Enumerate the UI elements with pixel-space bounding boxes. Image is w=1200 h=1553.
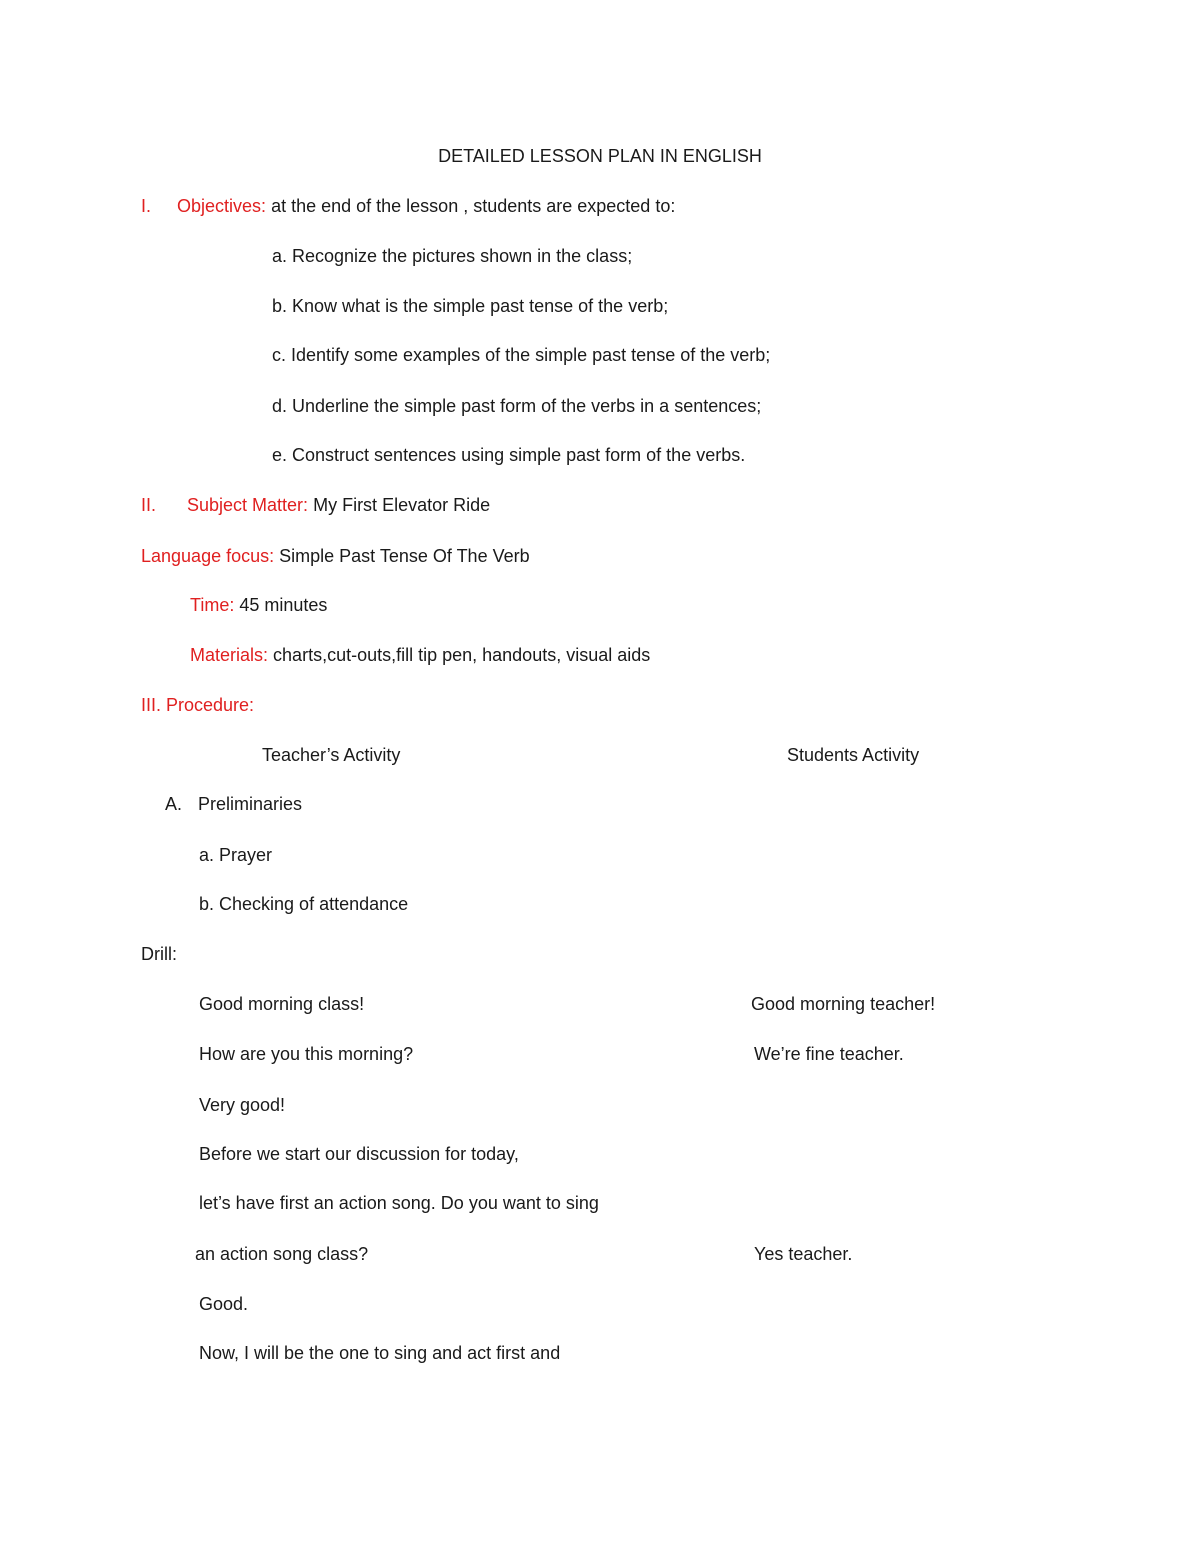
drill-teacher-line: Very good!: [199, 1095, 286, 1115]
teacher-activity-header: Teacher’s Activity: [262, 745, 401, 765]
drill-student-line: Good morning teacher!: [751, 994, 936, 1014]
procedure-heading: III. Procedure:: [141, 695, 255, 715]
drill-student-line: Yes teacher.: [754, 1244, 853, 1264]
language-focus-label: Language focus:: [141, 546, 275, 566]
language-focus-value: Simple Past Tense Of The Verb: [279, 546, 530, 566]
materials-value: charts,cut-outs,fill tip pen, handouts, visual aids: [273, 645, 651, 665]
objective-item-e: e. Construct sentences using simple past form of the verbs.: [272, 445, 746, 465]
preliminaries-label: Preliminaries: [198, 794, 303, 814]
drill-teacher-line: How are you this morning?: [199, 1044, 414, 1064]
language-focus-line: [141, 545, 530, 567]
time-label: Time:: [190, 595, 235, 615]
drill-teacher-line: let’s have first an action song. Do you want to sing: [199, 1193, 599, 1213]
materials-label: Materials:: [190, 645, 269, 665]
objectives-label: Objectives:: [177, 196, 267, 216]
objective-item-a: a. Recognize the pictures shown in the class;: [272, 246, 633, 266]
time-line: [190, 594, 327, 616]
objectives-intro: at the end of the lesson , students are expected to:: [271, 196, 676, 216]
drill-teacher-line: Good.: [199, 1294, 249, 1314]
preliminaries-marker: A.: [165, 794, 183, 814]
objectives-numeral: I.: [141, 196, 152, 216]
preliminary-item-attendance: b. Checking of attendance: [199, 894, 409, 914]
subject-matter-numeral: II.: [141, 495, 157, 515]
objective-item-d: d. Underline the simple past form of the verbs in a sentences;: [272, 396, 762, 416]
subject-matter-label: Subject Matter:: [187, 495, 309, 515]
document-title: DETAILED LESSON PLAN IN ENGLISH: [438, 146, 762, 166]
objective-item-c: c. Identify some examples of the simple past tense of the verb;: [272, 345, 771, 365]
drill-student-line: We’re fine teacher.: [754, 1044, 904, 1064]
drill-teacher-line: Before we start our discussion for today,: [199, 1144, 519, 1164]
drill-label: Drill:: [141, 944, 177, 964]
time-value: 45 minutes: [239, 595, 328, 615]
drill-teacher-line: an action song class?: [195, 1244, 369, 1264]
subject-matter-line: [187, 494, 490, 516]
materials-line: [190, 644, 650, 666]
subject-matter-value: My First Elevator Ride: [313, 495, 491, 515]
objectives-line: [177, 195, 675, 217]
preliminary-item-prayer: a. Prayer: [199, 845, 273, 865]
drill-teacher-line: Good morning class!: [199, 994, 365, 1014]
objective-item-b: b. Know what is the simple past tense of the verb;: [272, 296, 669, 316]
drill-teacher-line: Now, I will be the one to sing and act first and: [199, 1343, 561, 1363]
students-activity-header: Students Activity: [787, 745, 920, 765]
